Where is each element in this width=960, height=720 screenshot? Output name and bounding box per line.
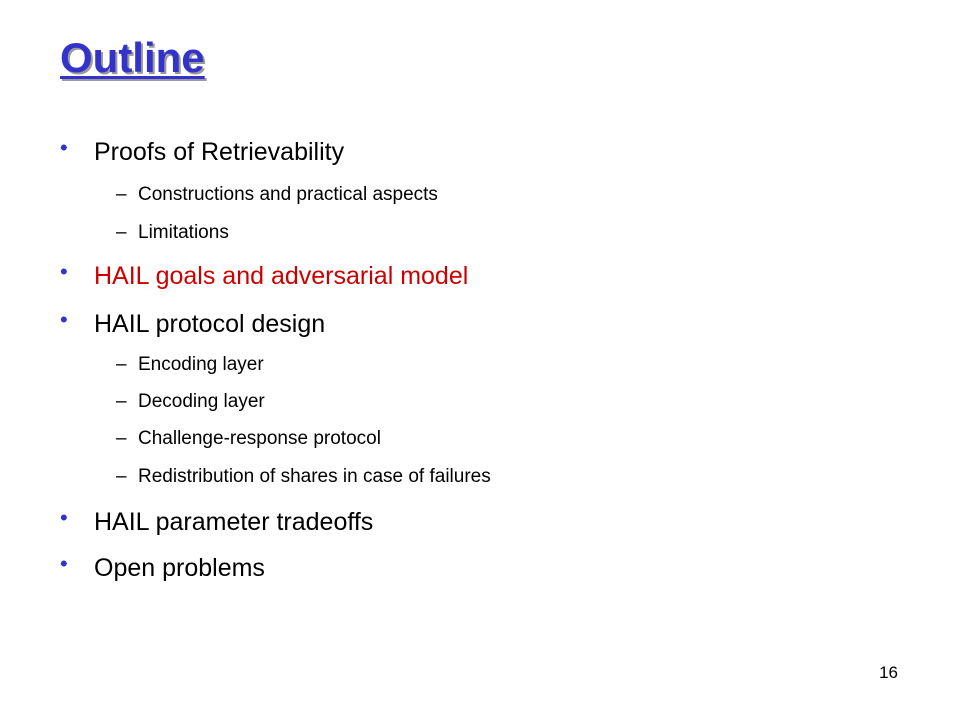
sub-bullet-text: Constructions and practical aspects [138, 184, 438, 205]
bullet-icon: • [60, 259, 68, 284]
sub-bullet-text: Challenge-response protocol [138, 428, 381, 449]
bullet-icon: • [60, 307, 68, 332]
dash-icon: – [116, 184, 127, 205]
bullet-text: HAIL parameter tradeoffs [94, 508, 374, 536]
bullet-icon: • [60, 135, 68, 160]
dash-icon: – [116, 428, 127, 449]
dash-icon: – [116, 354, 127, 375]
bullet-text: Open problems [94, 554, 265, 582]
dash-icon: – [116, 466, 127, 487]
bullet-icon: • [60, 551, 68, 576]
bullet-icon: • [60, 505, 68, 530]
dash-icon: – [116, 391, 127, 412]
sub-bullet-text: Decoding layer [138, 391, 265, 412]
page-number: 16 [879, 663, 898, 682]
sub-bullet-text: Encoding layer [138, 354, 264, 375]
bullet-text: HAIL goals and adversarial model [94, 262, 469, 290]
bullet-text: Proofs of Retrievability [94, 138, 345, 166]
slide-title: Outline [60, 34, 205, 81]
sub-bullet-text: Limitations [138, 222, 229, 243]
sub-bullet-text: Redistribution of shares in case of failures [138, 466, 491, 487]
dash-icon: – [116, 222, 127, 243]
bullet-text: HAIL protocol design [94, 310, 326, 338]
